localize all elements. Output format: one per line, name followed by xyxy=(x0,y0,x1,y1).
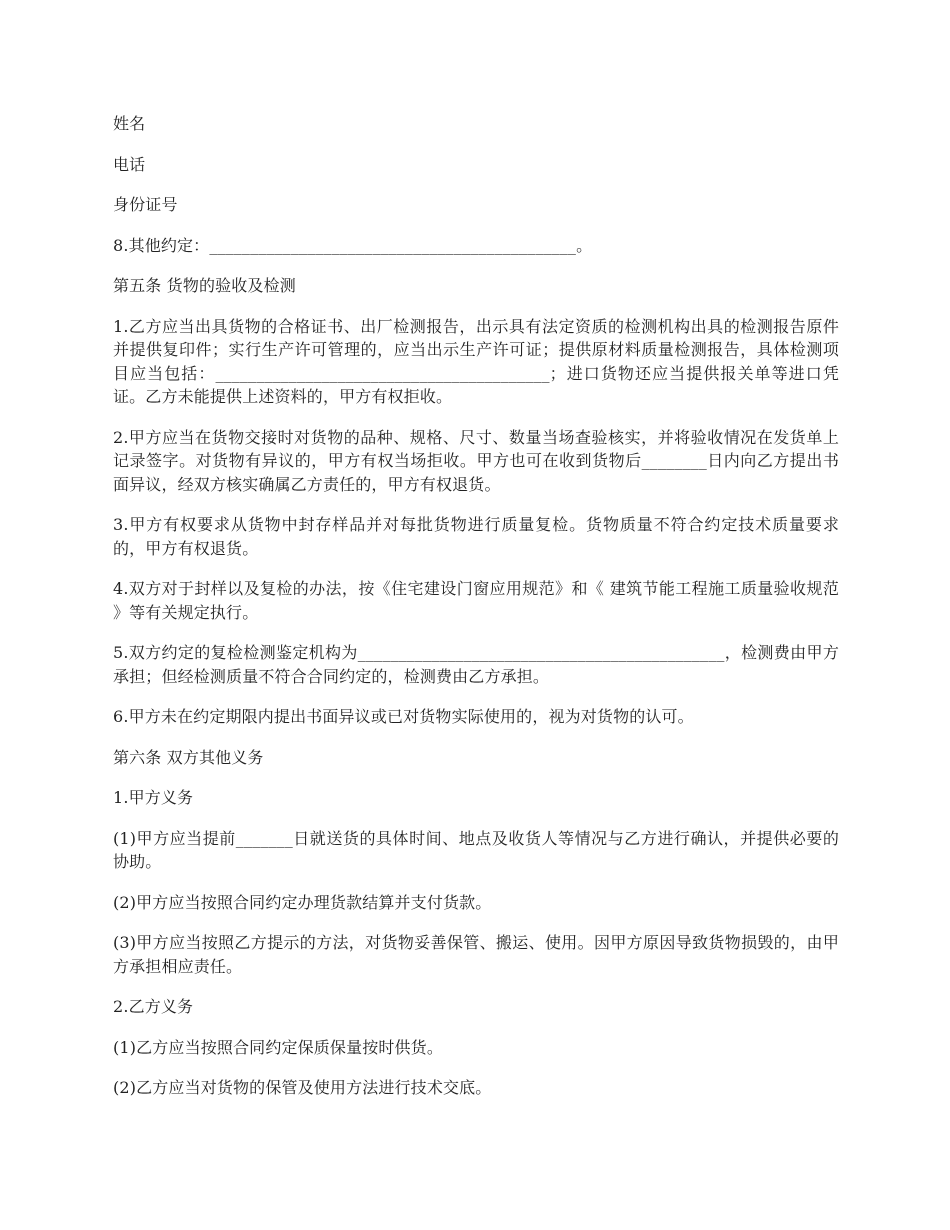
party-b-obligation-1: (1)乙方应当按照合同约定保质保量按时供货。 xyxy=(113,1037,443,1057)
article-6-heading: 第六条 双方其他义务 xyxy=(113,747,264,767)
party-b-obligation-2: (2)乙方应当对货物的保管及使用方法进行技术交底。 xyxy=(113,1078,492,1097)
article-5-item-5: 5.双方约定的复检检测鉴定机构为_____________________________________________，检测费由甲方承担；但经检测质量不符合合同约定的，检测费由乙方承担。 xyxy=(113,643,839,686)
article-5-item-4: 4.双方对于封样以及复检的办法，按《住宅建设门窗应用规范》和《 建筑节能工程施工质量验收规范 》等有关规定执行。 xyxy=(113,579,839,622)
document-page xyxy=(113,112,839,1117)
field-phone-label: 电话 xyxy=(113,154,146,174)
field-id-number-label: 身份证号 xyxy=(113,195,178,214)
article-5-heading: 第五条 货物的验收及检测 xyxy=(113,276,296,295)
party-b-obligations-heading: 2.乙方义务 xyxy=(113,997,194,1016)
article-5-item-3: 3.甲方有权要求从货物中封存样品并对每批货物进行质量复检。货物质量不符合约定技术质量要求的，甲方有权退货。 xyxy=(113,515,839,558)
article-5-item-2: 2.甲方应当在货物交接时对货物的品种、规格、尺寸、数量当场查验核实，并将验收情况在发货单上记录签字。对货物有异议的，甲方有权当场拒收。甲方也可在收到货物后________日内向乙方提出书面异议，经双方核实确属乙方责任的，甲方有权退货。 xyxy=(113,427,839,494)
clause-other-agreement: 8.其他约定：_____________________________________________。 xyxy=(113,235,593,255)
party-a-obligation-3: (3)甲方应当按照乙方提示的方法，对货物妥善保管、搬运、使用。因甲方原因导致货物损毁的，由甲方承担相应责任。 xyxy=(113,933,839,976)
party-a-obligations-heading: 1.甲方义务 xyxy=(113,788,194,807)
party-a-obligation-2: (2)甲方应当按照合同约定办理货款结算并支付货款。 xyxy=(113,892,492,912)
field-name-label: 姓名 xyxy=(113,114,146,133)
article-5-item-6: 6.甲方未在约定期限内提出书面异议或已对货物实际使用的，视为对货物的认可。 xyxy=(113,707,694,726)
article-5-item-1: 1.乙方应当出具货物的合格证书、出厂检测报告，出示具有法定资质的检测机构出具的检测报告原件并提供复印件；实行生产许可管理的，应当出示生产许可证；提供原材料质量检测报告，具体检测项目应当包括：_________________________________________；进口货物还应当提供报关单等进口凭证。乙方未能提供上述资料的，甲方有权拒收。 xyxy=(113,316,839,406)
party-a-obligation-1: (1)甲方应当提前_______日就送货的具体时间、地点及收货人等情况与乙方进行确认，并提供必要的协助。 xyxy=(113,828,839,871)
